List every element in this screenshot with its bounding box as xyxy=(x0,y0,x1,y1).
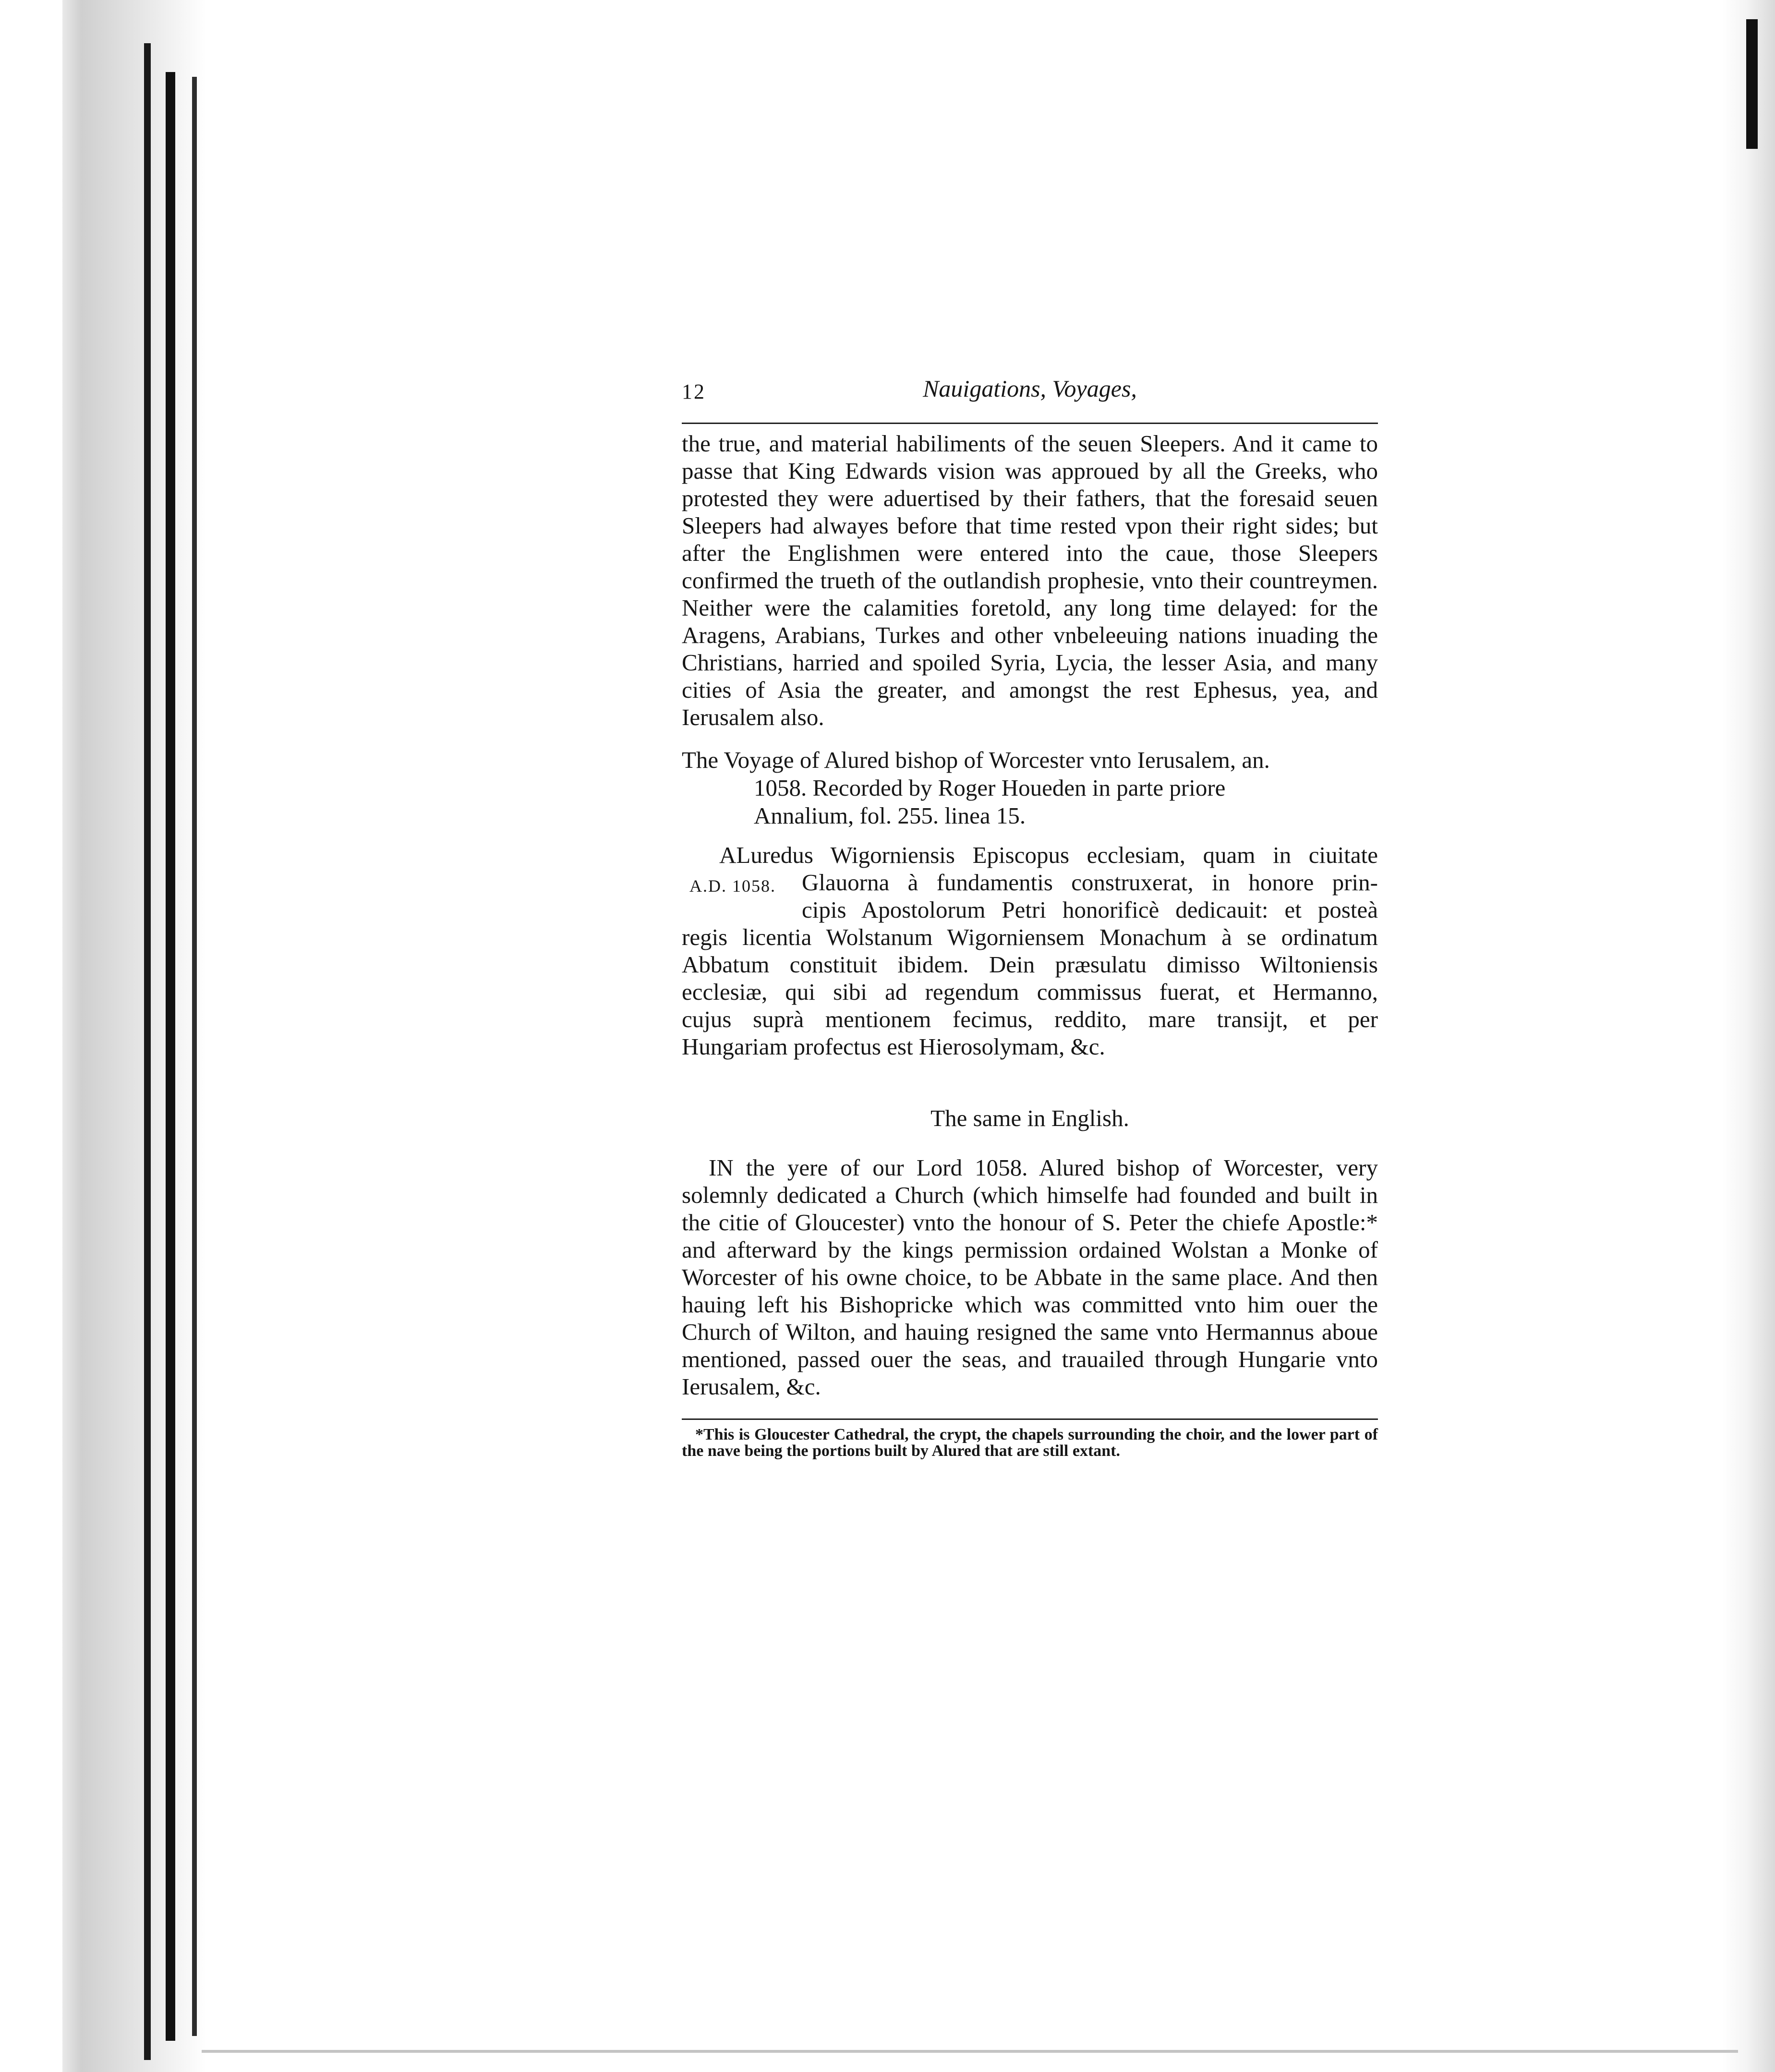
binding-edge-mark xyxy=(192,77,197,2036)
voyage-title-line: The Voyage of Alured bishop of Worcester vnto Ierusalem, an. xyxy=(682,747,1270,773)
voyage-title-line: Annalium, fol. 255. linea 15. xyxy=(754,802,1026,829)
binding-edge-mark xyxy=(166,72,175,2041)
latin-line: Abbatum constituit ibidem. Dein præsulatu dimisso Wiltoniensis xyxy=(682,951,1378,978)
footnote: *This is Gloucester Cathedral, the crypt, the chapels surrounding the choir, and the lower part of the nave being the portions built by Alured that are still extant. xyxy=(682,1426,1378,1460)
latin-line: Hungariam profectus est Hierosolymam, &c. xyxy=(682,1033,1105,1060)
latin-line: regis licentia Wolstanum Wigorniensem Monachum à se ordinatum xyxy=(682,924,1378,950)
margin-date-note: A.D. 1058. xyxy=(689,876,776,896)
latin-line: Glauorna à fundamentis construxerat, in honore prin- xyxy=(802,869,1378,896)
intro-paragraph: the true, and material habiliments of the seuen Sleepers. And it came to passe that King Edwards vision was approued by all the Greeks, who protested they were aduertised by their fathers, that the foresaid seuen Sleepers had alwayes before that time rested vpon their right sides; but after the Englishmen were entered into the caue, those Sleepers confirmed the trueth of the outlandish prophesie, vnto their countreymen. Neither were the calamities foretold, any long time delayed: for the Aragens, Arabians, Turkes and other vnbeleeuing nations inuading the Christians, harried and spoiled Syria, Lycia, the lesser Asia, and many cities of Asia the greater, and amongst the rest Ephesus, yea, and Ierusalem also. xyxy=(682,430,1378,730)
page-number: 12 xyxy=(682,380,706,403)
running-head xyxy=(682,375,1378,418)
footnote-rule xyxy=(682,1418,1378,1420)
latin-line: cujus suprà mentionem fecimus, reddito, mare transijt, et per xyxy=(682,1006,1378,1032)
voyage-title-line: 1058. Recorded by Roger Houeden in parte priore xyxy=(754,775,1226,801)
latin-line: ecclesiæ, qui sibi ad regendum commissus fuerat, et Hermanno, xyxy=(682,979,1378,1005)
latin-passage xyxy=(682,841,1378,1060)
binding-edge-mark xyxy=(144,43,151,2060)
english-section-heading: The same in English. xyxy=(930,1105,1129,1131)
running-title: Nauigations, Voyages, xyxy=(923,375,1137,402)
latin-line: cipis Apostolorum Petri honorificè dedicauit: et posteà xyxy=(802,897,1378,923)
latin-line: ALuredus Wigorniensis Episcopus ecclesiam, quam in ciuitate xyxy=(719,842,1378,868)
voyage-title xyxy=(682,746,1378,830)
book-page xyxy=(682,375,1378,1459)
header-rule xyxy=(682,423,1378,424)
english-paragraph: IN the yere of our Lord 1058. Alured bishop of Worcester, very solemnly dedicated a Church (which himselfe had founded and built in the citie of Gloucester) vnto the honour of S. Peter the chiefe Apostle:* and afterward by the kings permission ordained Wolstan a Monke of Worcester of his owne choice, to be Abbate in the same place. And then hauing left his Bishopricke which was committed vnto him ouer the Church of Wilton, and hauing resigned the same vnto Hermannus aboue mentioned, passed ouer the seas, and trauailed through Hungarie vnto Ierusalem, &c. xyxy=(682,1154,1378,1400)
scan-shadow-right xyxy=(1722,0,1775,2072)
scan-edge-bottom xyxy=(202,2050,1738,2053)
scan-edge-mark-right xyxy=(1746,19,1758,149)
